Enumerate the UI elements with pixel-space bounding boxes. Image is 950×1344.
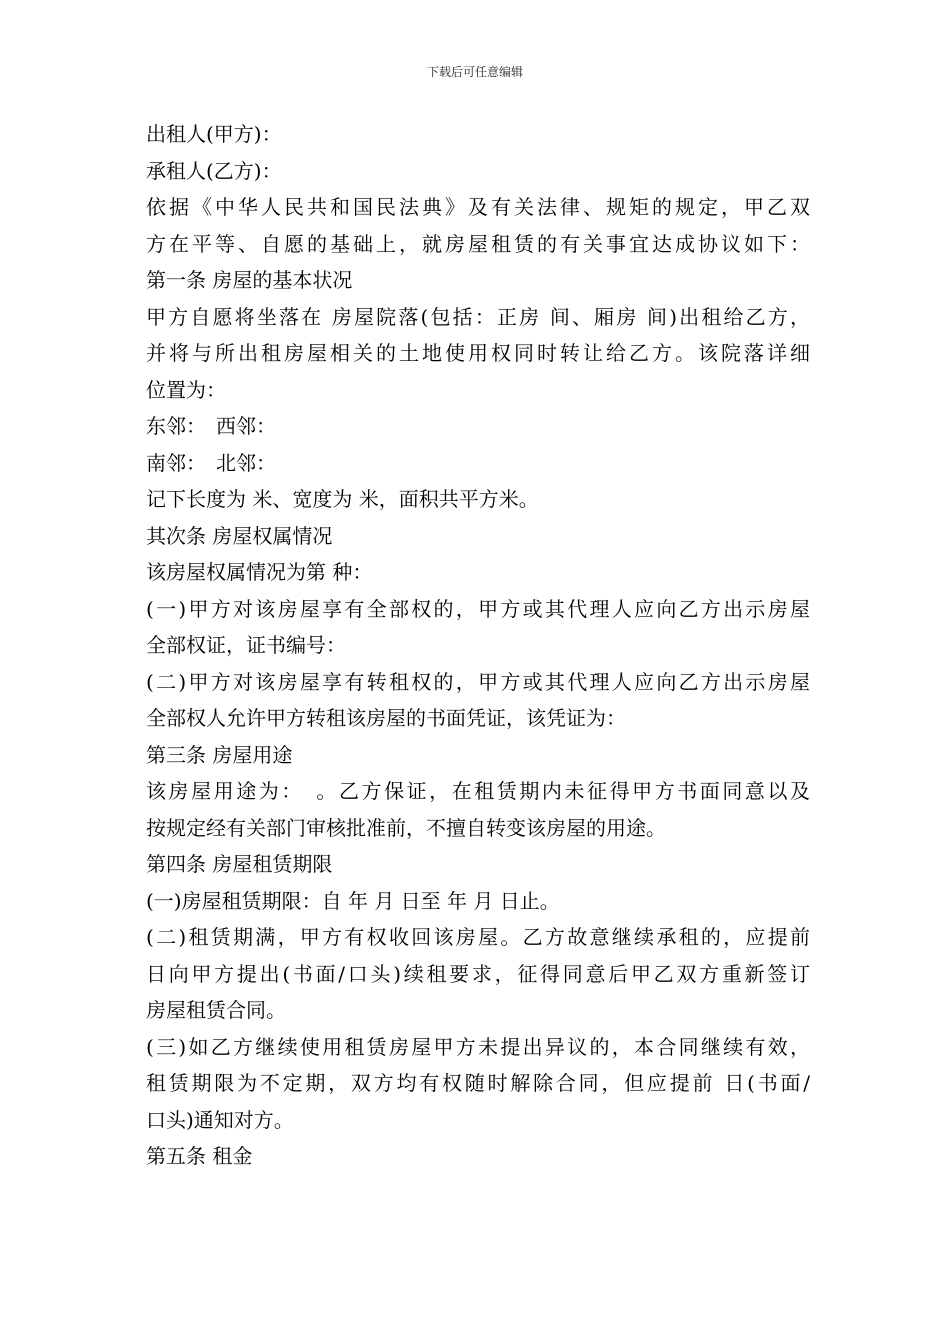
text-line: 该房屋用途为： 。乙方保证，在租赁期内未征得甲方书面同意以及 [146,779,810,803]
page-header-note: 下载后可任意编辑 [426,65,523,79]
text-line: 租赁期限为不定期，双方均有权随时解除合同，但应提前 日(书面/ [146,1071,810,1095]
text-line: 出租人(甲方)： [146,122,282,146]
text-line: (一)房屋租赁期限：自 年 月 日至 年 月 日止。 [146,888,560,913]
text-line: 南邻： 北邻： [146,450,276,475]
text-line: (一)甲方对该房屋享有全部权的，甲方或其代理人应向乙方出示房屋 [146,596,810,621]
text-line: 第四条 房屋租赁期限 [146,852,333,876]
text-line: 位置为： [146,377,226,402]
text-line: 其次条 房屋权属情况 [146,523,333,548]
text-line: 依据《中华人民共和国民法典》及有关法律、规矩的规定，甲乙双 [146,195,810,219]
text-line: (三)如乙方继续使用租赁房屋甲方未提出异议的，本合同继续有效， [146,1034,810,1059]
text-line: 口头)通知对方。 [146,1107,294,1132]
text-line: 全部权人允许甲方转租该房屋的书面凭证，该凭证为： [146,706,626,730]
text-line: 东邻： 西邻： [146,414,276,438]
text-line: 日向甲方提出(书面/口头)续租要求，征得同意后甲乙双方重新签订 [146,961,810,986]
text-line: 甲方自愿将坐落在 房屋院落(包括：正房 间、厢房 间)出租给乙方， [146,304,810,329]
text-line: 全部权证，证书编号： [146,633,346,657]
document-body [146,116,810,1175]
text-line: 第一条 房屋的基本状况 [146,268,353,292]
text-line: 该房屋权属情况为第 种： [146,560,373,584]
text-line: 房屋租赁合同。 [146,998,286,1022]
text-line: (二)甲方对该房屋享有转租权的，甲方或其代理人应向乙方出示房屋 [146,669,810,694]
text-line: 承租人(乙方)： [146,158,282,183]
text-line: 第五条 租金 [146,1144,253,1168]
text-line: 记下长度为 米、宽度为 米，面积共平方米。 [146,487,539,511]
text-line: 第三条 房屋用途 [146,742,293,767]
text-line: 并将与所出租房屋相关的土地使用权同时转让给乙方。该院落详细 [146,341,810,365]
text-line: 按规定经有关部门审核批准前，不擅自转变该房屋的用途。 [146,815,666,840]
text-line: (二)租赁期满，甲方有权收回该房屋。乙方故意继续承租的，应提前 [146,925,810,949]
text-line: 方在平等、自愿的基础上，就房屋租赁的有关事宜达成协议如下： [146,231,810,256]
